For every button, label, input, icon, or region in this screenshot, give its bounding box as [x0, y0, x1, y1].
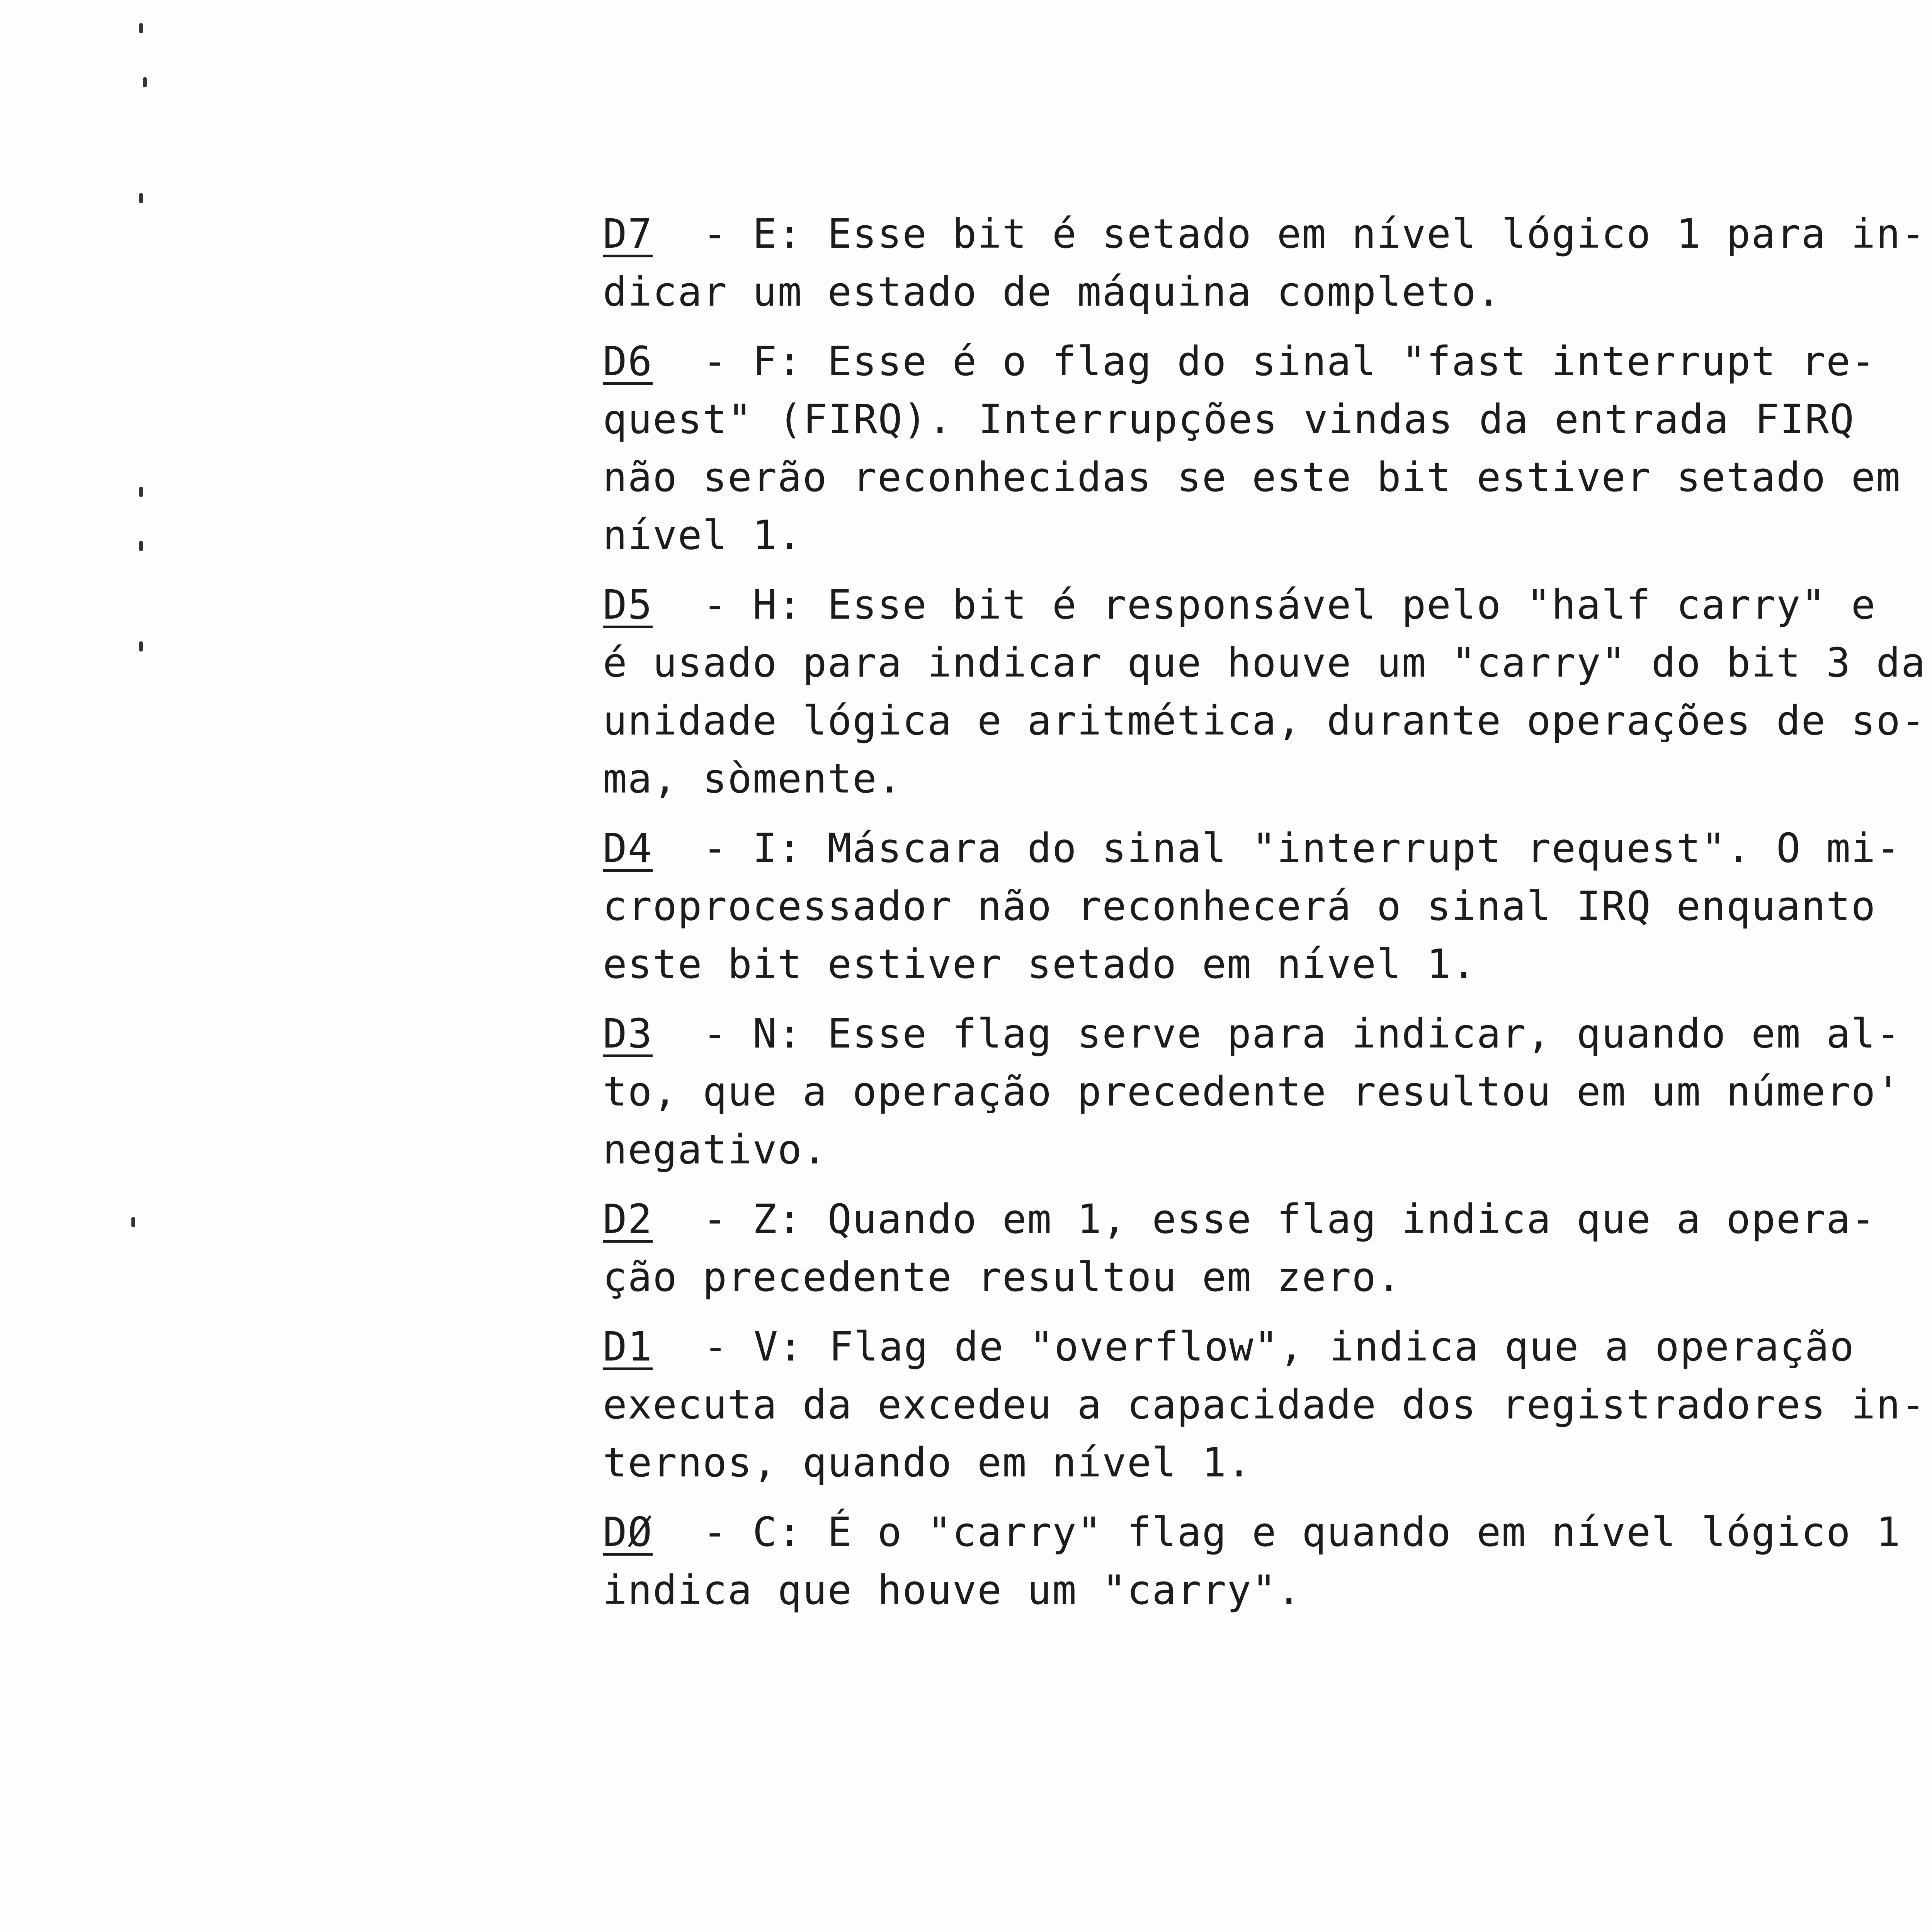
flag-line: é usado para indicar que houve um "carry" do bit 3 da: [603, 639, 1926, 686]
scan-speck: [139, 487, 143, 497]
flag-line: [603, 205, 1926, 263]
flag-line: ção precedente resultou em zero.: [603, 1253, 1402, 1301]
scan-speck: [139, 541, 143, 551]
flag-paragraph-d4: [603, 819, 1901, 993]
flag-line: indica que houve um "carry".: [603, 1566, 1302, 1614]
flag-line: nível 1.: [603, 512, 803, 559]
scan-speck: [139, 641, 143, 651]
flag-line: ma, sòmente.: [603, 755, 903, 802]
flag-paragraph-d2: [603, 1190, 1876, 1306]
flag-line: quest" (FIRQ). Interrupções vindas da entrada FIRQ: [603, 396, 1855, 443]
flag-text: - Z: Quando em 1, esse flag indica que a opera-: [702, 1196, 1876, 1243]
flag-line: não serão reconhecidas se este bit estiver setado em: [603, 454, 1901, 501]
flag-line: negativo.: [603, 1126, 828, 1173]
flag-line: executa da excedeu a capacidade dos registradores in-: [603, 1381, 1926, 1428]
scan-speck: [139, 193, 143, 203]
flag-line: [603, 332, 1876, 390]
flag-line: to, que a operação precedente resultou em um número': [603, 1068, 1901, 1115]
flag-line: [603, 1503, 1901, 1561]
flag-text: - C: É o "carry" flag e quando em nível lógico 1: [702, 1509, 1901, 1556]
bit-label: D5: [603, 581, 653, 628]
flag-paragraph-d0: [603, 1503, 1901, 1619]
bit-label: D7: [603, 210, 653, 257]
flag-text: - V: Flag de "overflow", indica que a operação: [703, 1323, 1855, 1370]
flag-line: unidade lógica e aritmética, durante operações de so-: [603, 697, 1926, 744]
flag-paragraph-d7: [603, 205, 1926, 321]
bit-label: DØ: [603, 1509, 653, 1556]
flag-line: dicar um estado de máquina completo.: [603, 268, 1502, 315]
bit-label: D1: [603, 1323, 653, 1370]
flag-paragraph-d6: [603, 332, 1901, 564]
bit-label: D6: [603, 338, 653, 385]
flag-paragraph-d5: [603, 576, 1926, 808]
flag-line: [603, 1005, 1901, 1063]
flag-line: croprocessador não reconhecerá o sinal IRQ enquanto: [603, 883, 1876, 930]
flag-descriptions: [603, 205, 1926, 1631]
flag-paragraph-d1: [603, 1318, 1926, 1492]
flag-line: ternos, quando em nível 1.: [603, 1439, 1252, 1486]
flag-line: [603, 1318, 1855, 1376]
scan-speck: [143, 77, 147, 87]
scan-speck: [131, 1217, 135, 1227]
flag-text: - E: Esse bit é setado em nível lógico 1 para in-: [702, 210, 1926, 257]
flag-line: este bit estiver setado em nível 1.: [603, 940, 1477, 988]
flag-text: - F: Esse é o flag do sinal "fast interrupt re-: [702, 338, 1876, 385]
flag-line: [603, 576, 1876, 634]
bit-label: D2: [603, 1196, 653, 1243]
flag-line: [603, 1190, 1876, 1248]
bit-label: D4: [603, 825, 653, 872]
scan-speck: [139, 23, 143, 33]
bit-label: D3: [603, 1010, 653, 1057]
flag-text: - I: Máscara do sinal "interrupt request". O mi-: [702, 825, 1901, 872]
flag-text: - N: Esse flag serve para indicar, quando em al-: [702, 1010, 1901, 1057]
flag-paragraph-d3: [603, 1005, 1901, 1179]
flag-text: - H: Esse bit é responsável pelo "half carry" e: [702, 581, 1876, 628]
flag-line: [603, 819, 1901, 877]
